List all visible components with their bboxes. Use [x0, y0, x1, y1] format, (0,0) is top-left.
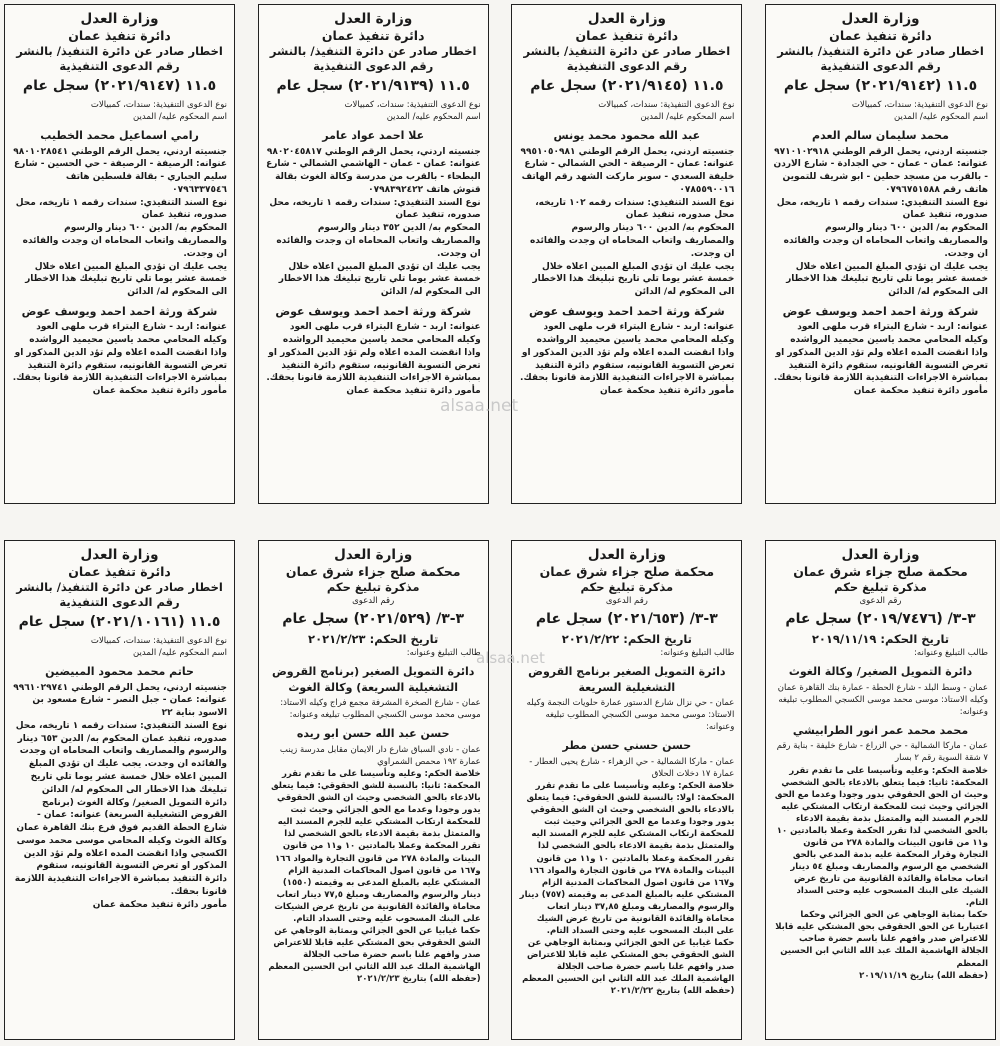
- department-title: دائرة تنفيذ عمان: [68, 563, 171, 579]
- notice-type: اخطار صادر عن دائرة التنفيذ/ بالنشر: [16, 44, 223, 59]
- case-number: ١١.٥ (٢٠٢١/١٠١٦١) سجل عام: [18, 614, 221, 630]
- case-number: ١١.٥ (٢٠٢١/٩١٣٩) سجل عام: [276, 78, 470, 94]
- claimant-details: عمان - حي نزال شارع الدستور عمارة حلويات النجمة وكيله الاستاذ: موسى محمد موسى الكسجي المطلوب تبليغه وعنوانه:: [526, 698, 735, 733]
- notice-type: اخطار صادر عن دائرة التنفيذ/ بالنشر: [777, 44, 984, 59]
- notice-top-4: [4, 4, 235, 504]
- debtor-name: حاتم محمد محمود المبيضين: [45, 665, 194, 678]
- amount-info: المحكوم به/ الدين ٣٥٢ دينار والرسوم والمصاريف واتعاب المحاماه ان وجدت والفائده ان وجدت.: [276, 223, 481, 259]
- creditor-name: شركة ورثة احمد احمد ويوسف عوض: [21, 304, 218, 318]
- claimant-name: دائرة التمويل الصغير/ وكالة الغوث: [788, 665, 973, 678]
- bottom-notices-row: [4, 540, 996, 1040]
- notice-subtitle: رقم الدعوى التنفيذية: [313, 59, 434, 74]
- notice-subtitle: رقم الدعوى: [605, 596, 648, 607]
- defendant-details: عمان - ماركا الشمالية - حي الزهراء - شارع يحيى العطار - عمارة ١٧ دخلات الحلاق: [529, 757, 735, 780]
- case-type: نوع الدعوى التنفيذية: سندات، كمبيالات: [598, 99, 735, 110]
- creditor-and-consequence: دائرة التمويل الصغير/ وكالة الغوث (برنامج القروض التشغيلية السريعة) عنوانه: عمان - شارع الحطة القديم فوق فرع بنك القاهرة عمان وكالة الغوث وكيله المحامي موسى محمد موسى الكسجي واذا انقضت المده اعلاه ولم تؤد الدين المذكور او تعرض التسوية القانونيه، ستقوم دائرة التنفيذ بمباشرة الاجراءات التنفيذية اللازمة قانونا بحقك.: [14, 797, 228, 897]
- case-number: ١١.٥ (٢٠٢١/٩١٤٧) سجل عام: [22, 78, 217, 94]
- creditor-address: عنوانه: اربد - شارع البتراء قرب ملهى العود: [543, 322, 735, 333]
- defendant-name: محمد محمد عمر انور الطرابيشي: [792, 723, 969, 737]
- notice-subtitle: رقم الدعوى التنفيذية: [820, 59, 941, 74]
- debtor-name: محمد سليمان سالم العدم: [812, 129, 949, 142]
- site-watermark: alsaa.net: [440, 396, 519, 416]
- case-number: ٣-٣/ (٢٠١٩/٧٤٧٦) سجل عام: [785, 611, 976, 628]
- notice-bottom-2: [511, 540, 742, 1040]
- party-label: اسم المحكوم عليه/ المدين: [894, 111, 988, 122]
- consequence-text: واذا انقضت المده اعلاه ولم تؤد الدين المذكور او تعرض التسوية القانونيه، ستقوم دائرة التنفيذ بمباشرة الاجراءات التنفيذية اللازمة قانونا بحقك.: [773, 347, 988, 384]
- case-type: نوع الدعوى التنفيذية: سندات، كمبيالات: [90, 99, 228, 110]
- case-number: ١١.٥ (٢٠٢١/٩١٤٥) سجل عام: [530, 78, 724, 94]
- case-type: نوع الدعوى التنفيذية: سندات، كمبيالات: [90, 635, 228, 646]
- notice-top-1: [765, 4, 996, 504]
- notice-bottom-4: [4, 540, 235, 1040]
- debtor-name: عبد الله محمود محمد يونس: [553, 129, 701, 142]
- ministry-title: وزارة العدل: [841, 547, 920, 563]
- party-label: اسم المحكوم عليه/ المدين: [133, 647, 228, 658]
- court-title: محكمة صلح جزاء شرق عمان: [539, 563, 715, 579]
- department-title: دائرة تنفيذ عمان: [829, 27, 932, 43]
- lawyer-name: وكيله المحامي محمد ياسين محيميد الرواشده: [29, 335, 228, 346]
- department-title: دائرة تنفيذ عمان: [68, 27, 171, 43]
- claimant-details: عمان - شارع الصخرة المشرفة مجمع فراج وكيله الاستاذ: موسى محمد موسى الكسجي المطلوب تبليغه وعنوانه:: [280, 698, 481, 721]
- claimant-name: دائرة التمويل الصغير برنامج القروض التشغيلية السريعة: [528, 665, 726, 694]
- bond-info: نوع السند التنفيذي: سندات رقمه ١ تاريخه، محل صدوره، تنفيذ عمان: [776, 197, 988, 221]
- party-label: طالب التبليغ وعنوانه:: [914, 647, 988, 658]
- party-label: اسم المحكوم عليه/ المدين: [133, 111, 228, 122]
- signature: مأمور دائرة تنفيذ محكمة عمان: [346, 386, 481, 397]
- signature: مأمور دائرة تنفيذ محكمة عمان: [92, 899, 228, 910]
- judgment-body: خلاصة الحكم: وعليه وتأسيسا على ما تقدم تقرر المحكمة: اولا: بالنسبة للشق الحقوقي: فيما يتعلق بالادعاء بالحق الشخصي وحيث ان الشق الحقوقي يدور وجودا وعدما مع الحق الجزائي وحيث ثبت للمحكمة ارتكاب المشتكي عليه للجرم المسند اليه والمتمثل بذمة بقيمة الادعاء بالحق الشخصي لذا تقرر المحكمة وعملا بالمادتين ١٠ و١١ من قانون البينات والمادة ٢٧٨ من قانون التجارة والمواد ١٦٦ و١٦٧ من قانون اصول المحاكمات المدنية الزام المشتكي عليه بالمبلغ المدعى به وقيمته (٧٥٧) دينار والرسوم والمصاريف ومبلغ ٣٧,٨٥ دينار اتعاب محاماة والفائدة القانونية من تاريخ عرض الشيك على البنك المسحوب عليه وحتى السداد التام.: [519, 781, 735, 936]
- signature: (حفظه الله) بتاريخ ٢٠٢١/٢/٢٣: [357, 974, 481, 985]
- department-title: دائرة تنفيذ عمان: [321, 27, 425, 43]
- notice-type: اخطار صادر عن دائرة التنفيذ/ بالنشر: [16, 580, 223, 595]
- payment-warning: يجب عليك ان تؤدي المبلغ المبين اعلاه خلال خمسة عشر يوما تلي تاريخ تبليغك هذا الاخطار الى المحكوم له/ الدائن: [532, 261, 735, 298]
- bond-info: نوع السند التنفيذي: سندات رقمه ١ تاريخه، محل صدوره، تنفيذ عمان: [269, 197, 481, 221]
- court-title: محكمة صلح جزاء شرق عمان: [285, 563, 461, 579]
- debtor-name: رامي اسماعيل محمد الخطيب: [40, 129, 199, 142]
- notice-type: اخطار صادر عن دائرة التنفيذ/ بالنشر: [269, 44, 477, 59]
- ministry-title: وزارة العدل: [334, 547, 413, 563]
- party-label: اسم المحكوم عليه/ المدين: [640, 111, 735, 122]
- notice-top-3: [258, 4, 489, 504]
- amount-info: المحكوم به/ الدين ٦٠٠ دينار والرسوم والمصاريف واتعاب المحاماه ان وجدت والفائده ان وجدت.: [783, 223, 988, 259]
- signature: (حفظه الله) بتاريخ ٢٠١٩/١١/١٩: [859, 970, 988, 981]
- case-number: ٣-٣/ (٢٠٢١/٦٥٣) سجل عام: [535, 611, 718, 628]
- defendant-details: عمان - ماركا الشمالية - حي الزراع - شارع خليفة - بناية رقم ٧ شقة السوية رقم ٢ بسار: [776, 741, 988, 764]
- notice-type: اخطار صادر عن دائرة التنفيذ/ بالنشر: [523, 44, 731, 59]
- payment-warning: يجب عليك ان تؤدي المبلغ المبين اعلاه خلال خمسة عشر يوما تلي تاريخ تبليغك هذا الاخطار الى المحكوم له/ الدائن: [786, 261, 988, 298]
- lawyer-name: وكيله المحامي محمد ياسين محيميد الرواشده: [790, 335, 988, 346]
- department-title: دائرة تنفيذ عمان: [575, 27, 679, 43]
- ministry-title: وزارة العدل: [587, 547, 666, 563]
- judgment-closing: حكما بمثابة الوجاهي عن الحق الجزائي وحكما اعتباريا عن الحق الحقوقي بحق المشتكي عليه قابلا للاعتراض صدر وافهم علنا باسم حضرة صاحب الجلالة الهاشمية الملك عبد الله الثاني ابن الحسين المعظم: [775, 910, 988, 969]
- debtor-details: جنسيته اردني، يحمل الرقم الوطني ٩٨٠٢٠٤٥٨١٧ عنوانه: عمان - عمان - الهاشمي الشمالي - شارع البطحاء - بالقرب من مدرسة وكالة الغوث بقالة قنوش هاتف ٠٧٩٨٣٩٢٤٢٢: [266, 146, 481, 195]
- creditor-address: عنوانه: اربد - شارع البتراء قرب ملهى العود: [36, 322, 228, 333]
- creditor-address: عنوانه: اربد - شارع البتراء قرب ملهى العود: [289, 322, 481, 333]
- party-label: طالب التبليغ وعنوانه:: [406, 647, 481, 658]
- notice-body: نوع السند التنفيذي: سندات رقمه ١ تاريخه، محل صدوره، تنفيذ عمان المحكوم به/ الدين ٦٥٣ دينار والرسوم والمصاريف واتعاب المحاماه ان وجدت والفائده ان وجدت. يجب عليك ان تؤدي المبلغ المبين اعلاه خلال خمسة عشر يوما تلي تاريخ تبليغك هذا الاخطار الى المحكوم له/ الدائن: [15, 720, 228, 795]
- debtor-details: جنسيته اردني، يحمل الرقم الوطني ٩٩٥١٠٥٠٩٨١ عنوانه: عمان - الرصيفة - الحي الشمالي - شارع خليفة السعدي - سوبر ماركت الشهد رقم الهاتف ٠٧٨٥٥٩٠٠١٦: [520, 146, 735, 195]
- notice-bottom-1: [765, 540, 996, 1040]
- case-number: ١١.٥ (٢٠٢١/٩١٤٢) سجل عام: [783, 78, 978, 94]
- notice-subtitle: رقم الدعوى التنفيذية: [59, 595, 180, 610]
- party-label: اسم المحكوم عليه/ المدين: [386, 111, 481, 122]
- notice-type: مذكرة تبليغ حكم: [580, 580, 674, 595]
- ministry-title: وزارة العدل: [587, 11, 666, 27]
- judgment-date: تاريخ الحكم: ٢٠١٩/١١/١٩: [811, 632, 950, 646]
- judgment-closing: حكما غيابيا عن الحق الجزائي وبمثابة الوجاهي عن الشق الحقوقي بحق المشتكي عليه قابلا للاعتراض صدر وافهم علنا باسم حضرة صاحب الجلالة الهاشمية الملك عبد الله الثاني ابن الحسين المعظم: [522, 937, 735, 985]
- notice-subtitle: رقم الدعوى التنفيذية: [566, 59, 687, 74]
- party-label: طالب التبليغ وعنوانه:: [660, 647, 735, 658]
- debtor-details: جنسيته اردني، يحمل الرقم الوطني ٩٨٠١٠٢٨٥٤١ عنوانه: الرصيفة - الرصيفة - حي الحسين - شارع سليم الجباري - بقالة فلسطين هاتف ٠٧٩٦٣٣٧٥٤٦: [13, 146, 228, 195]
- debtor-details: جنسيته اردني، يحمل الرقم الوطني ٩٩٦١٠٢٩٧٤١ عنوانه: عمان - جبل النصر - شارع مسعود بن الاسود بناية ٢٢: [13, 682, 228, 719]
- creditor-name: شركة ورثة احمد احمد ويوسف عوض: [528, 304, 725, 318]
- payment-warning: يجب عليك ان تؤدي المبلغ المبين اعلاه خلال خمسة عشر يوما تلي تاريخ تبليغك هذا الاخطار الى المحكوم له/ الدائن: [25, 261, 228, 298]
- judgment-body: خلاصة الحكم: وعليه وتأسيسا على ما تقدم تقرر المحكمة: ثانيا: بالنسبة للشق الحقوقي: فيما يتعلق بالادعاء بالحق الشخصي وحيث ان الشق الحقوقي يدور وجودا وعدما مع الحق الجزائي وحيث ثبت للمحكمة ارتكاب المشتكي عليه للجرم المسند اليه والمتمثل بذمة بقيمة الادعاء بالحق الشخصي لذا تقرر المحكمة وعملا بالمادتين ١٠ و١١ من قانون البينات والمادة ٢٧٨ من قانون التجارة والمواد ١٦٦ و١٦٧ من قانون اصول المحاكمات المدنية الزام المشتكي عليه بالمبلغ المدعى به وقيمته (١٥٥٠) دينار والرسوم والمصاريف ومبلغ ٧٧,٥ دينار اتعاب محاماة والفائدة القانونية من تاريخ عرض الشيكات على البنك المسحوب عليه وحتى السداد التام.: [271, 769, 481, 924]
- ministry-title: وزارة العدل: [334, 11, 413, 27]
- signature: مأمور دائرة تنفيذ محكمة عمان: [92, 386, 228, 397]
- ministry-title: وزارة العدل: [80, 11, 159, 27]
- payment-warning: يجب عليك ان تؤدي المبلغ المبين اعلاه خلال خمسة عشر يوما تلي تاريخ تبليغك هذا الاخطار الى المحكوم له/ الدائن: [278, 261, 481, 298]
- judgment-body: خلاصة الحكم: وعليه وتأسيسا على ما تقدم تقرر المحكمة: ثانيا: فيما يتعلق بالادعاء بالحق الشخصي وحيث ان الحق الحقوقي بدور وجودا وعدما مع الحق الجزائي وحيث ثبت للمحكمة ارتكاب المشتكي عليه للجرم المسند اليه والمتمثل بذمة بقيمة الادعاء بالحق الشخصي لذا تقرر الحكمة وعملا بالمادتين ١٠ و١١ من قانون البينات والمادة ٢٧٨ من قانون التجارة وقرار المحكمة عليه بذمة المدعي بالحق الشخصي مع الرسوم والمصاريف ومبلغ ٥٤ دينار اتعاب محاماة والفائدة القانونية من تاريخ عرض الشيك على البنك المسحوب عليه وحتى السداد التام.: [774, 765, 988, 909]
- signature: مأمور دائرة تنفيذ محكمة عمان: [600, 386, 735, 397]
- case-type: نوع الدعوى التنفيذية: سندات، كمبيالات: [344, 99, 481, 110]
- defendant-details: عمان - نادي السباق شارع دار الايمان مقابل مدرسة زينب عمارة ١٩٢ محمص الشمراوي: [279, 744, 481, 768]
- judgment-date: تاريخ الحكم: ٢٠٢١/٢/٢٣: [308, 632, 439, 646]
- notice-subtitle: رقم الدعوى: [859, 596, 902, 607]
- ministry-title: وزارة العدل: [80, 547, 159, 563]
- creditor-name: شركة ورثة احمد احمد ويوسف عوض: [275, 304, 472, 318]
- lawyer-name: وكيله المحامي محمد ياسين محيميد الرواشده: [536, 335, 735, 346]
- notice-bottom-3: [258, 540, 489, 1040]
- claimant-details: عمان - وسط البلد - شارع الحطة - عمارة بنك القاهرة عمان وكيله الاستاذ: موسى محمد موسى الكسجي المطلوب تبليغه وعنوانه:: [777, 682, 988, 717]
- case-number: ٣-٣/ (٢٠٢١/٥٢٩) سجل عام: [282, 611, 465, 628]
- notice-subtitle: رقم الدعوى التنفيذية: [59, 59, 180, 74]
- notice-type: مذكرة تبليغ حكم: [834, 580, 927, 595]
- defendant-name: حسن عبد الله حسن ابو ريده: [296, 727, 450, 741]
- claimant-name: دائرة التمويل الصغير (برنامج القروض التشغيلية السريعة) وكالة الغوث: [271, 665, 475, 694]
- creditor-address: عنوانه: اربد - شارع البتراء قرب ملهى العود: [797, 322, 988, 333]
- site-watermark-2: alsaa.net: [476, 649, 545, 667]
- bond-info: نوع السند التنفيذي: سندات رقمه ١٠٢ تاريخه، محل صدوره، تنفيذ عمان: [535, 197, 735, 221]
- top-notices-row: [4, 4, 996, 504]
- judgment-date: تاريخ الحكم: ٢٠٢١/٢/٢٢: [561, 632, 692, 646]
- debtor-name: علا احمد عواد عامر: [322, 129, 425, 142]
- consequence-text: واذا انقضت المده اعلاه ولم تؤد الدين المذكور او تعرض التسوية القانونيه، ستقوم دائرة التنفيذ بمباشرة الاجراءات التنفيذية اللازمة قانونا بحقك.: [266, 347, 481, 384]
- case-type: نوع الدعوى التنفيذية: سندات، كمبيالات: [851, 99, 988, 110]
- lawyer-name: وكيله المحامي محمد ياسين محيميد الرواشده: [282, 335, 481, 346]
- consequence-text: واذا انقضت المده اعلاه ولم تؤد الدين المذكور او تعرض التسوية القانونيه، ستقوم دائرة التنفيذ بمباشرة الاجراءات التنفيذية اللازمة قانونا بحقك.: [12, 347, 228, 384]
- amount-info: المحكوم به/ الدين ٦٠٠ دينار والرسوم والمصاريف واتعاب المحاماه ان وجدت والفائده ان وجدت.: [22, 223, 228, 259]
- amount-info: المحكوم به/ الدين ٦٠٠ دينار والرسوم والمصاريف واتعاب المحاماه ان وجدت والفائده ان وجدت.: [529, 223, 735, 259]
- defendant-name: حسن حسني حسن مطر: [562, 739, 692, 753]
- court-title: محكمة صلح جزاء شرق عمان: [793, 563, 968, 579]
- notice-type: مذكرة تبليغ حكم: [326, 580, 420, 595]
- ministry-title: وزارة العدل: [841, 11, 920, 27]
- debtor-details: جنسيته اردني، يحمل الرقم الوطني ٩٧١٠١٠٢٩١٨ عنوانه: عمان - عمان - حي الجدادة - شارع الاردن - بالقرب من مسجد حطين - ابو شريف للتموين هاتف رقم ٠٧٩٦٧٥١٥٨٨: [773, 146, 988, 195]
- bond-info: نوع السند التنفيذي: سندات رقمه ١ تاريخه، محل صدوره، تنفيذ عمان: [15, 197, 228, 221]
- creditor-name: شركة ورثة احمد احمد ويوسف عوض: [782, 304, 979, 318]
- judgment-closing: حكما غيابيا عن الحق الجزائي وبمثابة الوجاهي عن الشق الحقوقي بحق المشتكي عليه قابلا للاعتراض صدر وافهم علنا باسم حضرة صاحب الجلالة الهاشمية الملك عبد الله الثاني ابن الحسين المعظم: [268, 925, 481, 973]
- signature: مأمور دائرة تنفيذ محكمة عمان: [853, 386, 988, 397]
- signature: (حفظه الله) بتاريخ ٢٠٢١/٢/٢٢: [610, 986, 735, 997]
- consequence-text: واذا انقضت المده اعلاه ولم تؤد الدين المذكور او تعرض التسوية القانونيه، ستقوم دائرة التنفيذ بمباشرة الاجراءات التنفيذية اللازمة قانونا بحقك.: [520, 347, 735, 384]
- notice-subtitle: رقم الدعوى: [352, 596, 395, 607]
- notice-top-2: [511, 4, 742, 504]
